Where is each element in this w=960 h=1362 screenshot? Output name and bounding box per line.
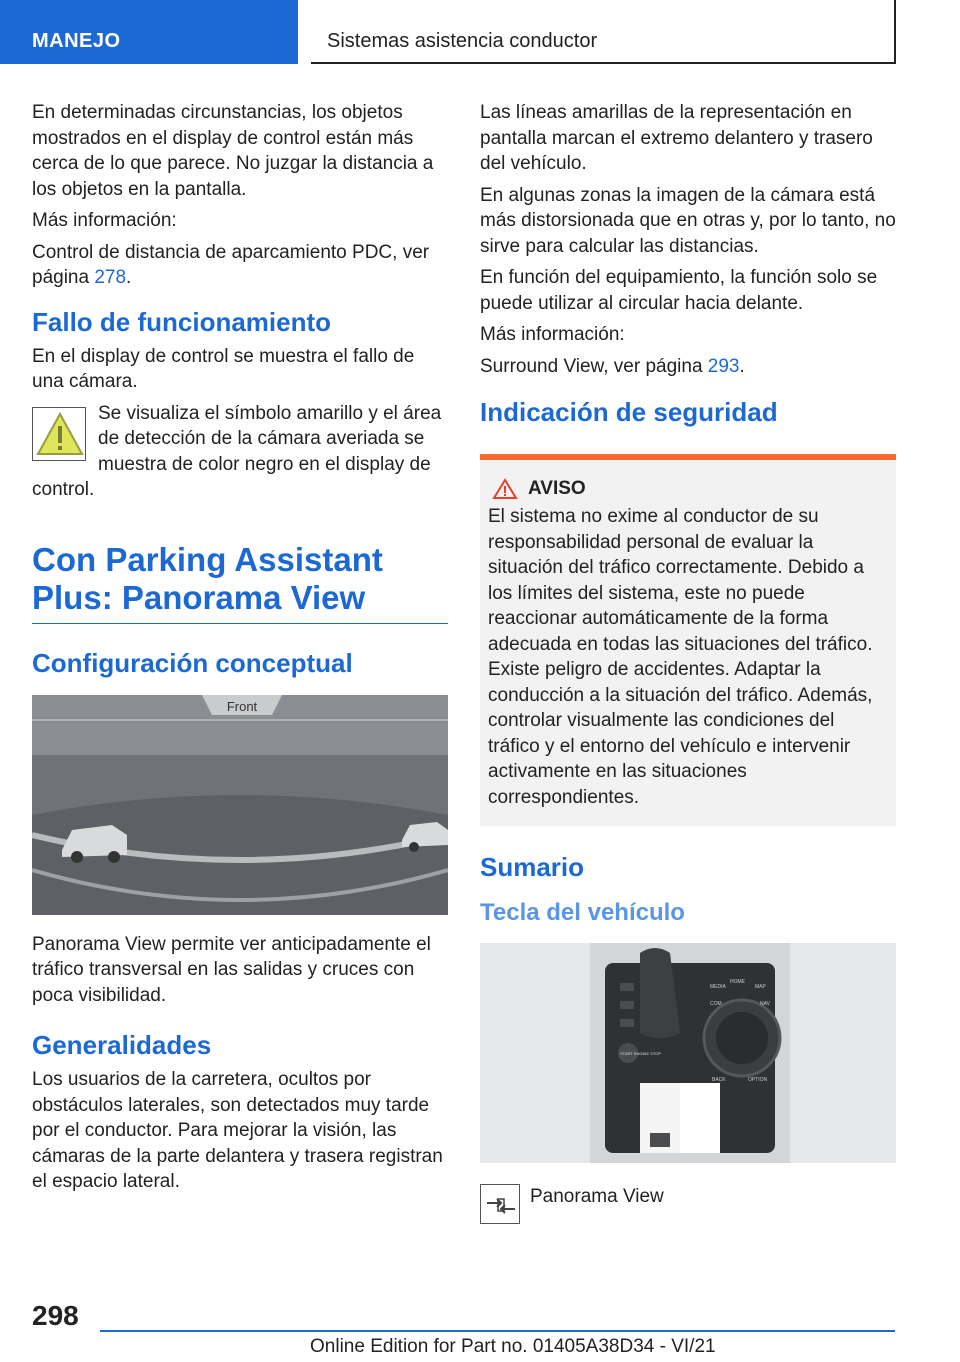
camera-front-label: Front <box>226 698 258 714</box>
symbol-description: Se visualiza el símbolo amarillo y el área de detección de la cámara averiada se muestra de color negro en el display de <box>98 402 442 475</box>
paragraph-more-info: Más información: <box>32 210 177 231</box>
heading-tecla-vehiculo: Tecla del vehículo <box>480 899 685 926</box>
right-column <box>480 100 896 1224</box>
warning-box <box>480 460 896 826</box>
header-chapter-tab <box>311 0 896 64</box>
paragraph-surround-reference <box>480 354 896 380</box>
panorama-camera-image <box>32 695 448 915</box>
paragraph-yellow-lines: Las líneas amarillas de la representación en pantalla marcan el extremo delantero y trasero del vehículo. <box>480 102 873 174</box>
header-chapter-label: Sistemas asistencia conductor <box>327 30 598 52</box>
paragraph-pdc-reference <box>32 240 448 291</box>
header-section-label: MANEJO <box>32 30 121 52</box>
paragraph-equipment: En función del equipamiento, la función solo se puede utilizar al circular hacia delante. <box>480 267 878 314</box>
warning-title <box>488 478 888 500</box>
console-label-media: MEDIA <box>710 984 726 990</box>
footer-divider <box>100 1330 895 1332</box>
pdc-reference-end: . <box>126 267 132 288</box>
left-column <box>32 100 448 1201</box>
warning-symbol-box <box>32 407 86 461</box>
console-label-home: HOME <box>730 979 745 985</box>
warning-triangle-icon <box>492 478 518 500</box>
surround-reference-end: . <box>739 355 745 377</box>
paragraph-more-info-right: Más información: <box>480 324 625 345</box>
paragraph-distance-warning: En determinadas circunstancias, los objetos mostrados en el display de control están más cerca de lo que parece. No juzgar la distancia a los objetos en la pantalla. <box>32 102 434 200</box>
page-link-278[interactable]: 278 <box>94 267 127 288</box>
symbol-description-end: control. <box>32 479 95 500</box>
yellow-warning-icon <box>33 408 87 462</box>
paragraph-generalidades: Los usuarios de la carretera, ocultos por obstáculos laterales, son detectados muy tarde por el conductor. Para mejorar la visión, las cámaras de la parte delantera y trasera registran el espacio lateral. <box>32 1069 443 1192</box>
panorama-view-label: Panorama View <box>530 1186 664 1207</box>
page-number: 298 <box>32 1300 79 1331</box>
paragraph-camera-failure: En el display de control se muestra el fallo de una cámara. <box>32 345 415 392</box>
panorama-view-icon <box>481 1185 521 1225</box>
warning-symbol-row <box>32 401 448 478</box>
console-label-com: COM <box>710 1001 722 1007</box>
pdc-reference-text: Control de distancia de aparcamiento PDC, ver página <box>32 241 430 288</box>
heading-configuracion-conceptual: Configuración conceptual <box>32 647 353 678</box>
heading-sumario: Sumario <box>480 852 585 882</box>
heading-parking-assistant <box>32 541 448 624</box>
header-section-tab <box>0 0 298 64</box>
console-label-option: OPTION <box>748 1077 768 1083</box>
footer-edition-text: Online Edition for Part no. 01405A38D34 - VI/21 <box>310 1336 716 1357</box>
paragraph-panorama-view-description: Panorama View permite ver anticipadamente el tráfico transversal en las salidas y cruces con poca visibilidad. <box>32 933 431 1006</box>
console-label-nav: NAV <box>760 1001 770 1007</box>
console-label-back: BACK <box>712 1077 726 1083</box>
heading-parking-assistant-line1: Con Parking Assistant <box>32 540 383 578</box>
warning-title-label: AVISO <box>528 478 586 499</box>
surround-reference-text: Surround View, ver página <box>480 355 708 377</box>
console-label-map: MAP <box>755 984 766 990</box>
heading-indicacion-seguridad: Indicación de seguridad <box>480 397 778 427</box>
heading-fallo-funcionamiento: Fallo de funcionamiento <box>32 306 332 337</box>
panorama-view-button-row <box>480 1184 896 1224</box>
paragraph-distortion: En algunas zonas la imagen de la cámara está más distorsionada que en otras y, por lo tanto, no sirve para calcular las distancias. <box>480 184 896 257</box>
warning-text: El sistema no exime al conductor de su responsabilidad personal de evaluar la situación del tráfico correctamente. Debido a los límites del sistema, este no puede reaccionar automáticamente de la forma adecuada en todas las situaciones del tráfico. Existe peligro de accidentes. Adaptar la conducción a la situación del tráfico. Además, controlar visualmente las condiciones del tráfico y el entorno del vehículo e intervenir activamente en las situaciones correspondientes. <box>488 506 873 808</box>
heading-parking-assistant-line2: Plus: Panorama View <box>32 578 366 616</box>
console-label-start: START ENGINE STOP <box>620 1051 662 1056</box>
page-link-293[interactable]: 293 <box>707 355 740 377</box>
panorama-view-button-box <box>480 1184 520 1224</box>
heading-generalidades: Generalidades <box>32 1030 212 1060</box>
center-console-image <box>480 943 896 1163</box>
